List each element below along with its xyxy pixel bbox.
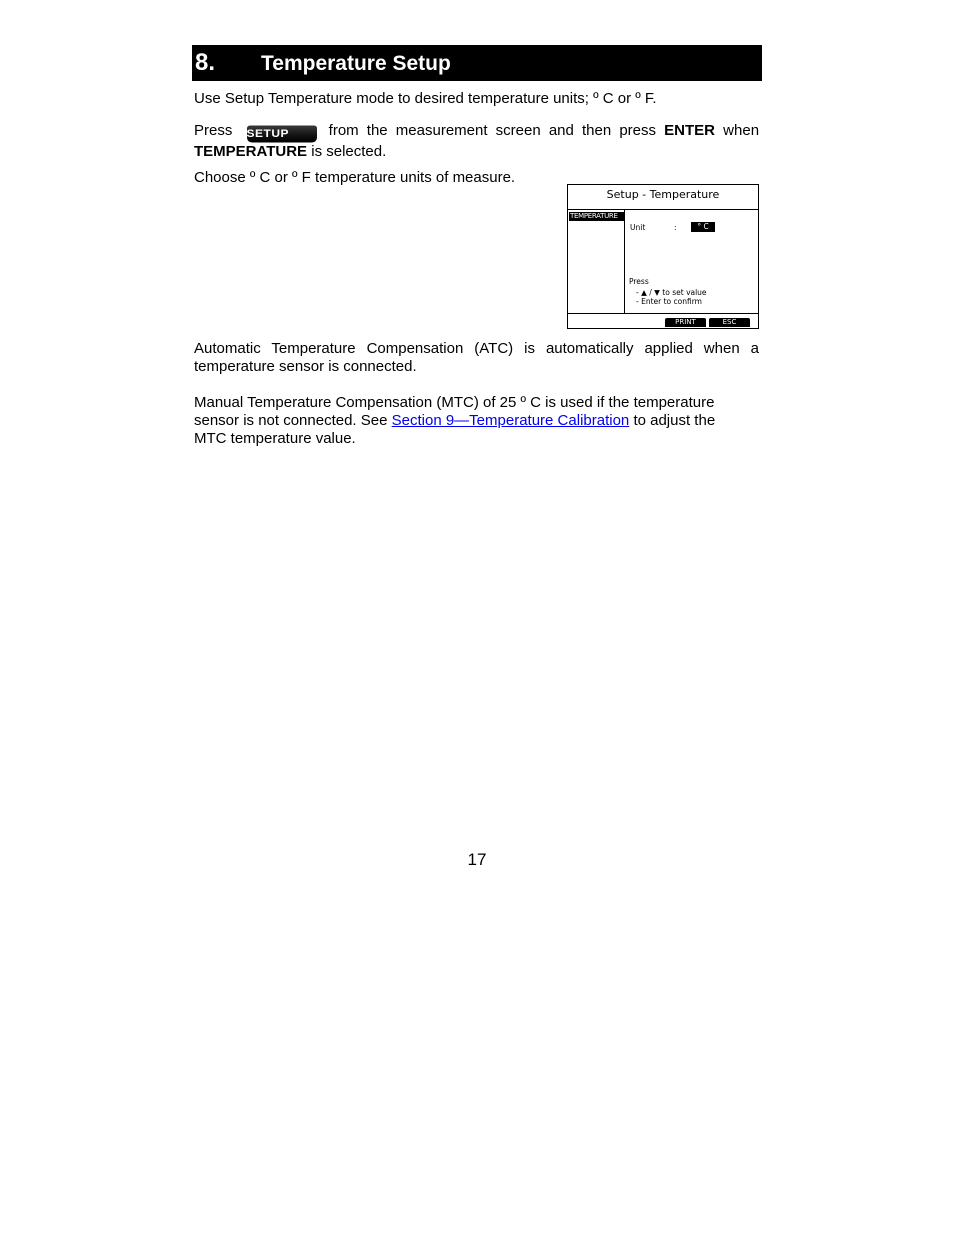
screen-softkey-print: PRINT bbox=[665, 318, 706, 327]
screen-colon: : bbox=[674, 223, 677, 232]
screen-title: Setup - Temperature bbox=[606, 188, 720, 201]
screen-unit-label: Unit bbox=[630, 223, 646, 232]
intro-paragraph bbox=[194, 90, 759, 108]
screen-hint-set-value: - ▲ / ▼ to set value bbox=[636, 288, 707, 297]
press-line-2: TEMPERATURE is selected. bbox=[194, 143, 387, 160]
mtc-paragraph bbox=[194, 394, 759, 448]
enter-keyword: ENTER bbox=[664, 122, 716, 139]
atc-paragraph bbox=[194, 340, 759, 376]
screen-sidebar-item-temperature: TEMPERATURE bbox=[569, 212, 624, 221]
intro-text: Use Setup Temperature mode to desired temperature units; º C or º F. bbox=[194, 90, 657, 107]
screen-footer-divider bbox=[568, 313, 758, 314]
press-line-1: Press SETUP from the measurement screen and then press ENTER when bbox=[194, 122, 759, 143]
page-number: 17 bbox=[467, 850, 487, 869]
section-title: Temperature Setup bbox=[261, 52, 451, 75]
section-header bbox=[192, 45, 762, 81]
setup-key-icon: SETUP bbox=[247, 125, 317, 142]
mtc-line-3: MTC temperature value. bbox=[194, 430, 356, 447]
screen-hint-confirm: - Enter to confirm bbox=[636, 297, 702, 306]
screen-sidebar-divider bbox=[624, 210, 625, 313]
temperature-keyword: TEMPERATURE bbox=[194, 143, 308, 160]
screen-press-label: Press bbox=[629, 277, 649, 286]
screen-title-divider bbox=[568, 209, 758, 210]
choose-paragraph bbox=[194, 169, 554, 187]
screen-softkey-esc: ESC bbox=[709, 318, 750, 327]
choose-text: Choose º C or º F temperature units of measure. bbox=[194, 169, 516, 186]
mtc-line-2: sensor is not connected. See Section 9—Temperature Calibration to adjust the bbox=[194, 412, 716, 429]
section-number: 8. bbox=[195, 49, 216, 76]
setup-temperature-screen bbox=[567, 184, 759, 329]
screen-unit-value: ° C bbox=[691, 222, 715, 232]
section-9-link[interactable]: Section 9—Temperature Calibration bbox=[391, 412, 630, 429]
atc-text: Automatic Temperature Compensation (ATC) is automatically applied when a temperature sensor is connected. bbox=[194, 340, 759, 375]
mtc-line-1: Manual Temperature Compensation (MTC) of 25 º C is used if the temperature bbox=[194, 394, 715, 411]
press-setup-paragraph bbox=[194, 122, 759, 161]
